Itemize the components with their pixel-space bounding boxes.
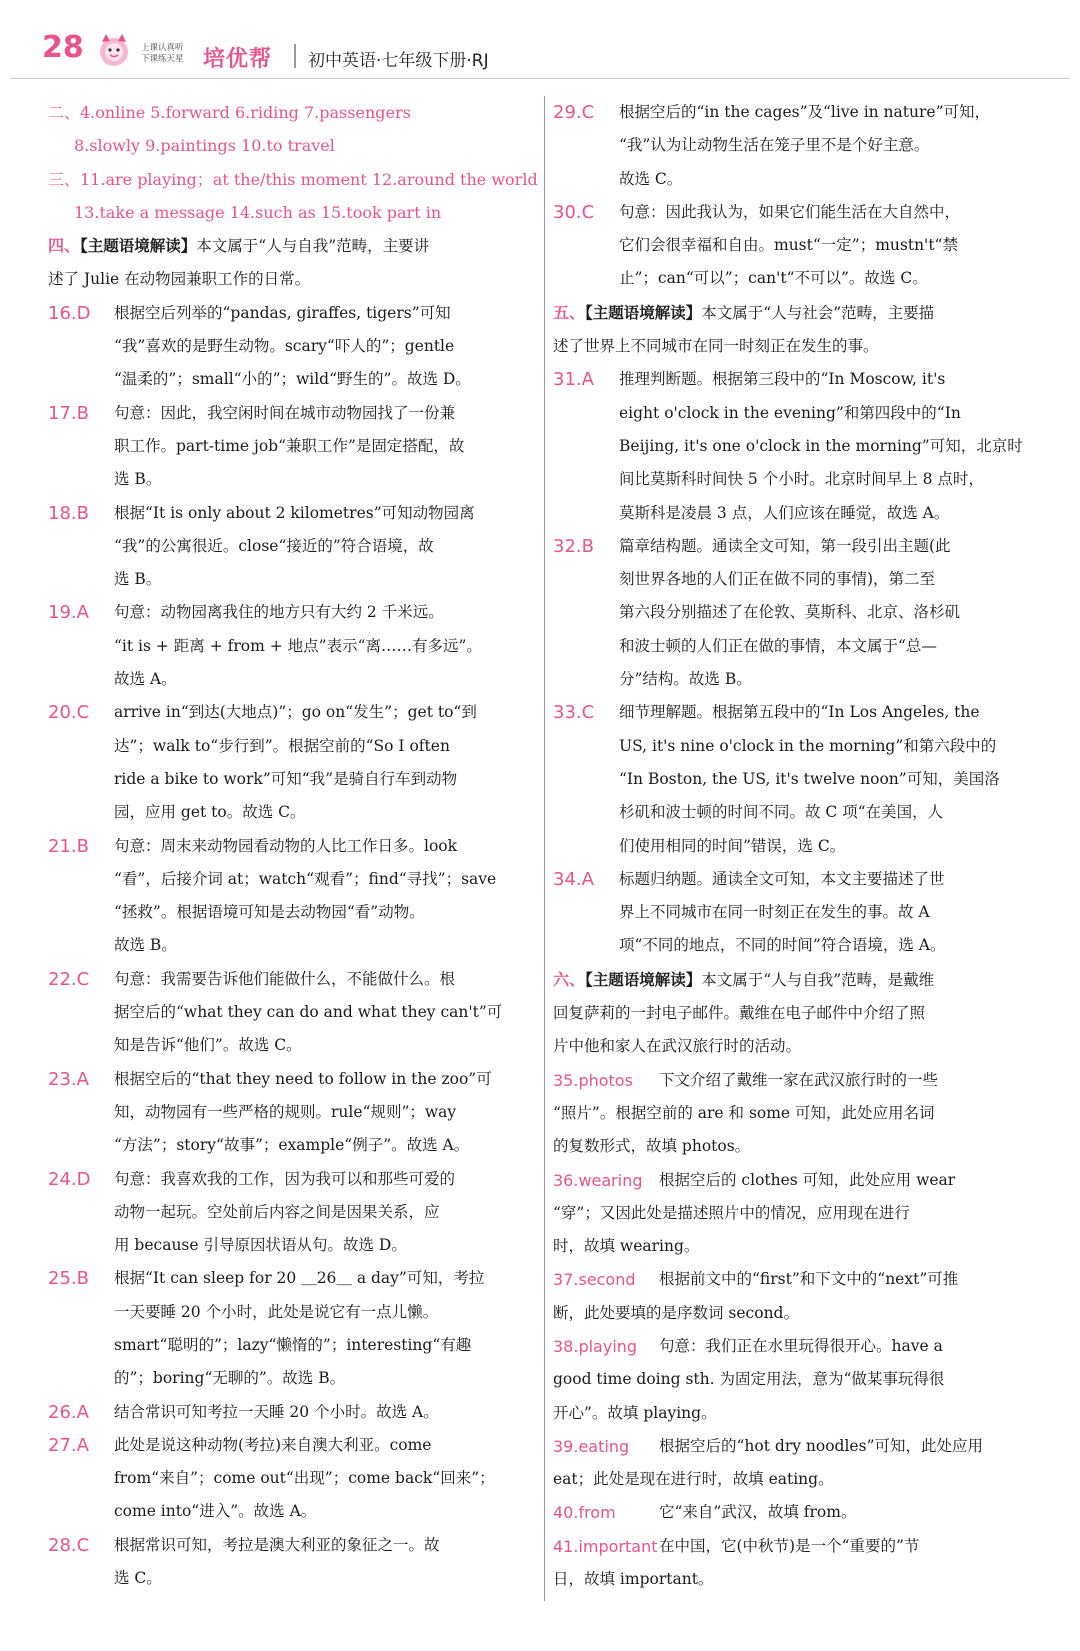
mascot-logo-icon: [92, 28, 136, 72]
answer-explanation: 根据空后的“hot dry noodles”可知，此处应用: [659, 1436, 983, 1455]
explanation-line: 故选 A。: [114, 670, 177, 689]
explanation-line: “In Boston, the US, it's twelve noon”可知，美国洛: [619, 769, 1000, 788]
answer-item: [553, 1330, 1043, 1363]
section-text: 本文属于“人与社会”范畴，主要描: [701, 303, 935, 322]
answer-explanation: 标题归纳题。通读全文可知，本文主要描述了世: [619, 869, 945, 888]
explanation-line: 知是告诉“他们”。故选 C。: [114, 1036, 302, 1055]
slogan: 上课认真听 下课练天星: [141, 43, 184, 64]
answer-explanation: 结合常识可知考拉一天睡 20 个小时。故选 A。: [114, 1402, 439, 1421]
explanation-line: 职工作。part-time job“兼职工作”是固定搭配，故: [114, 436, 465, 455]
explanation-line: Beijing, it's one o'clock in the morning”可知，北京时: [619, 436, 1023, 455]
section-text-line: 片中他和家人在武汉旅行时的活动。: [553, 1037, 802, 1056]
left-column: [48, 96, 538, 1595]
answer-explanation: 根据“It is only about 2 kilometres”可知动物园离: [114, 503, 475, 522]
answer-number: 32.B: [553, 535, 594, 557]
answer-number: 39.eating: [553, 1436, 630, 1456]
answer-item: [553, 1263, 1043, 1296]
answer-item: [553, 530, 1043, 563]
right-column: [553, 96, 1043, 1596]
answer-number: 21.B: [48, 835, 89, 857]
answer-number: 16.D: [48, 302, 91, 324]
answer-number: 29.C: [553, 102, 595, 123]
answer-item: [553, 96, 1043, 129]
answer-item: [48, 696, 538, 729]
answer-item: [553, 363, 1043, 396]
section-text-line: 述了 Julie 在动物园兼职工作的日常。: [48, 270, 311, 289]
answer-explanation: 句意：周末来动物园看动物的人比工作日多。look: [114, 836, 458, 855]
explanation-line: good time doing sth. 为固定用法，意为“做某事玩得很: [553, 1370, 945, 1389]
explanation-line: 和波士顿的人们正在做的事情，本文属于“总—: [619, 636, 937, 655]
explanation-line: “it is + 距离 + from + 地点”表示“离……有多远”。: [114, 636, 482, 655]
answer-item: [553, 196, 1043, 229]
section-text: 本文属于“人与自我”范畴，是戴维: [701, 970, 935, 989]
explanation-line: 选 B。: [114, 470, 162, 489]
explanation-line: 据空后的“what they can do and what they can't”可: [114, 1003, 503, 1022]
answer-explanation: 根据空后列举的“pandas, giraffes, tigers”可知: [114, 303, 451, 322]
section-number: 四、: [48, 236, 81, 256]
answer-number: 26.A: [48, 1401, 89, 1423]
answer-number: 36.wearing: [553, 1170, 643, 1190]
section-number: 六、: [553, 969, 586, 989]
answer-number: 33.C: [553, 702, 595, 724]
explanation-line: 一天要睡 20 个小时，此处是说它有一点儿懒。: [114, 1302, 439, 1321]
column-divider: [544, 96, 545, 1601]
answer-explanation: 篇章结构题。通读全文可知，第一段引出主题(此: [619, 536, 951, 555]
explanation-line: 用 because 引导原因状语从句。故选 D。: [114, 1236, 407, 1255]
answer-key-line: 13.take a message 14.such as 15.took part in: [74, 202, 442, 222]
answer-item: [553, 1430, 1043, 1463]
answer-explanation: 下文介绍了戴维一家在武汉旅行时的一些: [659, 1070, 939, 1089]
explanation-line: 间比莫斯科时间快 5 个小时。北京时间早上 8 点时，: [619, 470, 984, 489]
explanation-line: “我”的公寓很近。close“接近的”符合语境，故: [114, 536, 434, 555]
answer-number: 34.A: [553, 868, 594, 890]
explanation-line: “我”认为让动物生活在笼子里不是个好主意。: [619, 136, 930, 155]
brand-name: 培优帮: [203, 47, 273, 72]
explanation-line: 的”；boring“无聊的”。故选 B。: [114, 1369, 346, 1388]
section-text-line: 述了世界上不同城市在同一时刻正在发生的事。: [553, 337, 879, 356]
section-number: 五、: [553, 302, 586, 322]
explanation-line: smart“聪明的”；lazy“懒惰的”；interesting“有趣: [114, 1335, 472, 1354]
explanation-line: ride a bike to work”可知“我”是骑自行车到动物: [114, 769, 458, 788]
explanation-line: 杉矶和波士顿的时间不同。故 C 项“在美国，人: [619, 803, 944, 822]
answer-item: [553, 696, 1043, 729]
answer-number: 22.C: [48, 968, 90, 990]
answer-item: [553, 1064, 1043, 1097]
answer-number: 41.important: [553, 1536, 658, 1556]
answer-item: [553, 1530, 1043, 1563]
answer-explanation: 句意：因此，我空闲时间在城市动物园找了一份兼: [114, 403, 456, 422]
answer-item: [48, 297, 538, 330]
answer-key-line: 二、4.online 5.forward 6.riding 7.passengers: [48, 103, 411, 122]
answer-item: [48, 497, 538, 530]
section-title: 【主题语境解读】: [80, 237, 197, 256]
answer-item: [553, 863, 1043, 896]
explanation-line: 莫斯科是凌晨 3 点，人们应该在睡觉，故选 A。: [619, 503, 950, 522]
answer-item: [553, 1164, 1043, 1197]
explanation-line: 的复数形式，故填 photos。: [553, 1137, 751, 1156]
answer-number: 38.playing: [553, 1336, 638, 1356]
answer-number: 17.B: [48, 402, 89, 424]
section-heading: [553, 296, 1043, 330]
section-title: 【主题语境解读】: [585, 303, 702, 322]
page-header: [0, 0, 1080, 80]
answer-explanation: 根据空后的 clothes 可知，此处应用 wear: [659, 1170, 956, 1189]
explanation-line: 达”；walk to“步行到”。根据空前的“So I often: [114, 736, 450, 755]
explanation-line: from“来自”；come out“出现”；come back“回来”；: [114, 1469, 495, 1488]
answer-number: 35.photos: [553, 1070, 633, 1090]
section-title: 【主题语境解读】: [585, 970, 702, 989]
answer-item: [48, 1262, 538, 1295]
section-text: 本文属于“人与自我”范畴，主要讲: [196, 237, 430, 256]
answer-item: [48, 1396, 538, 1429]
answer-item: [48, 963, 538, 996]
explanation-line: eight o'clock in the evening”和第四段中的“In: [619, 403, 961, 422]
answer-explanation: 句意：动物园离我住的地方只有大约 2 千米远。: [114, 603, 444, 622]
explanation-line: “温柔的”；small“小的”；wild“野生的”。故选 D。: [114, 370, 471, 389]
explanation-line: 们使用相同的时间”错误，选 C。: [619, 836, 846, 855]
explanation-line: “我”喜欢的是野生动物。scary“吓人的”；gentle: [114, 337, 455, 356]
explanation-line: 日，故填 important。: [553, 1570, 714, 1589]
answer-number: 40.from: [553, 1503, 616, 1523]
answer-item: [48, 1429, 538, 1462]
answer-explanation: 细节理解题。根据第五段中的“In Los Angeles, the: [619, 703, 980, 722]
answer-explanation: 句意：我们正在水里玩得很开心。have a: [659, 1336, 943, 1355]
answer-item: [48, 596, 538, 629]
explanation-line: US, it's nine o'clock in the morning”和第六段中的: [619, 736, 997, 755]
answer-number: 28.C: [48, 1534, 90, 1556]
answer-number: 30.C: [553, 201, 595, 223]
explanation-line: 时，故填 wearing。: [553, 1237, 700, 1256]
explanation-line: 它们会很幸福和自由。must“一定”；mustn't“禁: [619, 236, 958, 255]
explanation-line: 故选 C。: [619, 169, 683, 188]
answer-item: [48, 397, 538, 430]
explanation-line: 止”；can“可以”；can't“不可以”。故选 C。: [619, 269, 928, 288]
section-heading: [553, 963, 1043, 997]
answer-explanation: 根据空后的“in the cages”及“live in nature”可知，: [619, 103, 991, 121]
header-divider: [294, 44, 296, 68]
answer-number: 23.A: [48, 1068, 89, 1090]
explanation-line: come into“进入”。故选 A。: [114, 1502, 317, 1521]
answer-number: 19.A: [48, 602, 89, 624]
answer-item: [48, 830, 538, 863]
explanation-line: 分”结构。故选 B。: [619, 670, 752, 689]
explanation-line: “照片”。根据空前的 are 和 some 可知，此处应用名词: [553, 1103, 935, 1122]
answer-number: 37.second: [553, 1270, 636, 1290]
book-subtitle: 初中英语·七年级下册·RJ: [308, 51, 489, 71]
explanation-line: 项“不同的地点，不同的时间”符合语境，选 A。: [619, 936, 946, 955]
answer-explanation: 句意：因此我认为，如果它们能生活在大自然中，: [619, 202, 961, 221]
explanation-line: 选 C。: [114, 1569, 162, 1588]
answer-explanation: 在中国，它(中秋节)是一个“重要的”节: [659, 1536, 920, 1555]
explanation-line: 选 B。: [114, 570, 162, 589]
answer-number: 24.D: [48, 1168, 91, 1190]
section-text-line: 回复萨莉的一封电子邮件。戴维在电子邮件中介绍了照: [553, 1004, 926, 1023]
answer-key-line: 三、11.are playing；at the/this moment 12.around the world: [48, 169, 538, 189]
answer-explanation: 句意：我喜欢我的工作，因为我可以和那些可爱的: [114, 1169, 456, 1188]
explanation-line: “拯救”。根据语境可知是去动物园“看”动物。: [114, 903, 425, 922]
explanation-line: eat；此处是现在进行时，故填 eating。: [553, 1470, 834, 1489]
explanation-line: 故选 B。: [114, 936, 177, 955]
answer-explanation: 推理判断题。根据第三段中的“In Moscow, it's: [619, 370, 946, 389]
page-number: 28: [42, 30, 84, 65]
answer-item: [48, 1163, 538, 1196]
explanation-line: “看”，后接介词 at；watch“观看”；find“寻找”；save: [114, 869, 497, 888]
answer-key-line: 8.slowly 9.paintings 10.to travel: [74, 136, 335, 156]
answer-explanation: 根据“It can sleep for 20 ＿26＿ a day”可知，考拉: [114, 1269, 485, 1288]
answer-explanation: arrive in“到达(大地点)”；go on“发生”；get to“到: [114, 703, 477, 722]
answer-item: [48, 1529, 538, 1562]
section-heading: [48, 229, 538, 263]
answer-item: [48, 1063, 538, 1096]
answer-explanation: 此处是说这种动物(考拉)来自澳大利亚。come: [114, 1435, 432, 1454]
explanation-line: 园，应用 get to。故选 C。: [114, 803, 306, 822]
answer-explanation: 它“来自”武汉，故填 from。: [659, 1503, 857, 1522]
answer-explanation: 根据前文中的“first”和下文中的“next”可推: [659, 1270, 959, 1289]
answer-number: 18.B: [48, 502, 89, 524]
answer-number: 20.C: [48, 702, 90, 724]
explanation-line: 动物一起玩。空处前后内容之间是因果关系，应: [114, 1202, 440, 1221]
answer-number: 25.B: [48, 1268, 89, 1290]
answer-explanation: 根据空后的“that they need to follow in the zoo”可: [114, 1069, 492, 1088]
header-rule: [10, 78, 1070, 79]
explanation-line: 刻世界各地的人们正在做不同的事情)，第二至: [619, 570, 936, 589]
answer-number: 31.A: [553, 369, 594, 391]
answer-number: 27.A: [48, 1434, 89, 1456]
explanation-line: “穿”；又因此处是描述照片中的情况，应用现在进行: [553, 1203, 910, 1222]
answer-explanation: 句意：我需要告诉他们能做什么，不能做什么。根: [114, 969, 456, 988]
explanation-line: 断，此处要填的是序数词 second。: [553, 1303, 799, 1322]
explanation-line: 知，动物园有一些严格的规则。rule“规则”；way: [114, 1102, 457, 1121]
explanation-line: “方法”；story“故事”；example“例子”。故选 A。: [114, 1136, 470, 1155]
answer-explanation: 根据常识可知，考拉是澳大利亚的象征之一。故: [114, 1535, 440, 1554]
explanation-line: 第六段分别描述了在伦敦、莫斯科、北京、洛杉矶: [619, 603, 961, 622]
explanation-line: 开心”。故填 playing。: [553, 1403, 717, 1422]
explanation-line: 界上不同城市在同一时刻正在发生的事。故 A: [619, 903, 930, 922]
answer-item: [553, 1496, 1043, 1529]
